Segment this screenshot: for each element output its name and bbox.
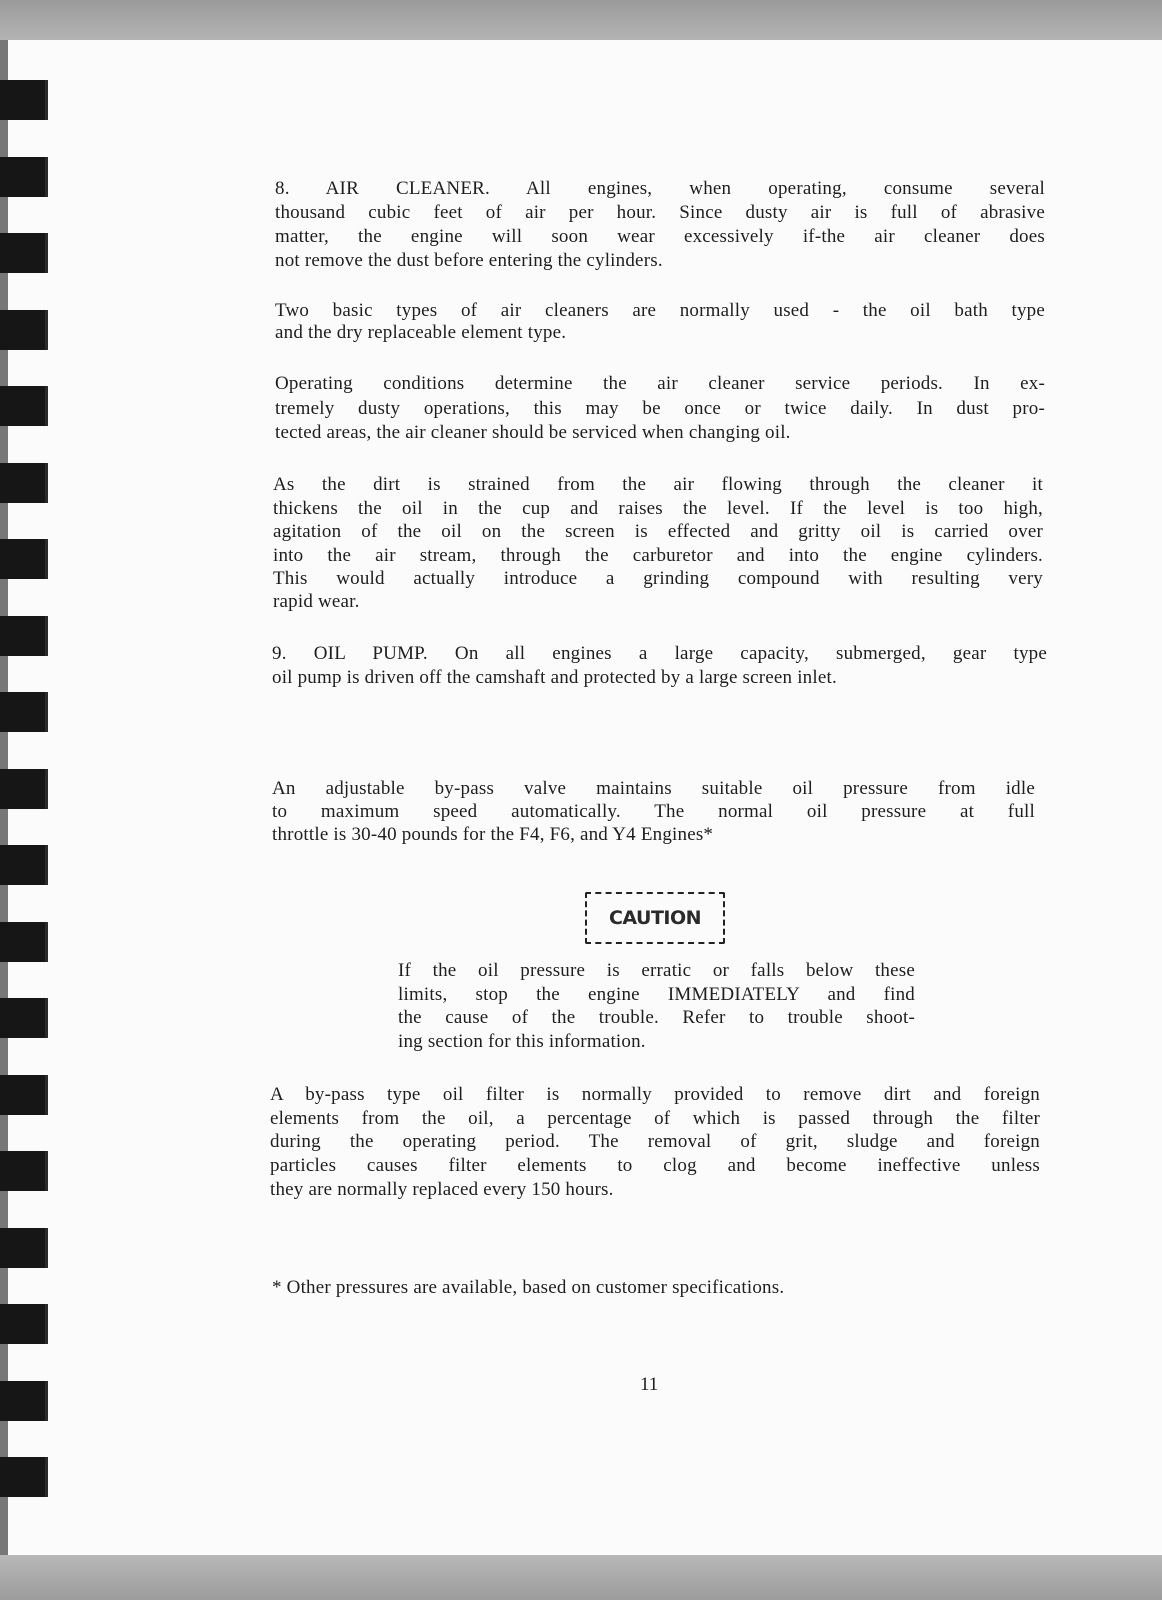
text-line: matter, the engine will soon wear excessively if-the air cleaner does: [275, 226, 1045, 247]
text-line: and the dry replaceable element type.: [275, 322, 567, 343]
text-line: tected areas, the air cleaner should be serviced when changing oil.: [275, 422, 791, 443]
binding-ring: [0, 616, 48, 656]
text-line: 9. OIL PUMP. On all engines a large capacity, submerged, gear type: [272, 643, 1047, 664]
binding-ring: [0, 1304, 48, 1344]
text-line: the cause of the trouble. Refer to trouble shoot-: [398, 1007, 915, 1028]
text-line: particles causes filter elements to clog and become ineffective unless: [270, 1155, 1040, 1176]
text-line: rapid wear.: [273, 591, 360, 612]
text-line: Operating conditions determine the air cleaner service periods. In ex-: [275, 373, 1045, 394]
text-line: As the dirt is strained from the air flowing through the cleaner it: [273, 474, 1043, 495]
binding-ring: [0, 463, 48, 503]
page-number: 11: [640, 1374, 659, 1395]
text-line: agitation of the oil on the screen is effected and gritty oil is carried over: [273, 521, 1043, 542]
binding-ring: [0, 998, 48, 1038]
binding-ring: [0, 1151, 48, 1191]
binding-ring: [0, 233, 48, 273]
binding-ring: [0, 539, 48, 579]
binding-ring: [0, 80, 48, 120]
binding-ring: [0, 1075, 48, 1115]
text-line: Two basic types of air cleaners are normally used - the oil bath type: [275, 300, 1045, 321]
text-line: tremely dusty operations, this may be once or twice daily. In dust pro-: [275, 398, 1045, 419]
scan-top-border: [0, 0, 1162, 40]
text-line: oil pump is driven off the camshaft and protected by a large screen inlet.: [272, 667, 837, 688]
binding-ring: [0, 386, 48, 426]
text-line: thousand cubic feet of air per hour. Since dusty air is full of abrasive: [275, 202, 1045, 223]
binding-ring: [0, 1381, 48, 1421]
caution-label: CAUTION: [585, 892, 725, 944]
binding-ring: [0, 310, 48, 350]
text-line: If the oil pressure is erratic or falls below these: [398, 960, 915, 981]
text-line: An adjustable by-pass valve maintains suitable oil pressure from idle: [272, 778, 1035, 799]
binding-ring: [0, 1457, 48, 1497]
text-line: 8. AIR CLEANER. All engines, when operating, consume several: [275, 178, 1045, 199]
text-line: not remove the dust before entering the cylinders.: [275, 250, 663, 271]
text-line: ing section for this information.: [398, 1031, 646, 1052]
binding-ring: [0, 769, 48, 809]
text-line: throttle is 30-40 pounds for the F4, F6, and Y4 Engines*: [272, 824, 714, 845]
binding-ring: [0, 845, 48, 885]
text-line: they are normally replaced every 150 hours.: [270, 1179, 614, 1200]
text-line: during the operating period. The removal of grit, sludge and foreign: [270, 1131, 1040, 1152]
text-line: This would actually introduce a grinding compound with resulting very: [273, 568, 1043, 589]
text-line: * Other pressures are available, based on customer specifications.: [272, 1277, 785, 1298]
scan-bottom-border: [0, 1555, 1162, 1600]
binding-ring: [0, 692, 48, 732]
text-line: elements from the oil, a percentage of which is passed through the filter: [270, 1108, 1040, 1129]
text-line: thickens the oil in the cup and raises the level. If the level is too high,: [273, 498, 1043, 519]
text-line: into the air stream, through the carburetor and into the engine cylinders.: [273, 545, 1043, 566]
binding-ring: [0, 1228, 48, 1268]
binding-ring: [0, 922, 48, 962]
binding-ring: [0, 157, 48, 197]
text-line: A by-pass type oil filter is normally provided to remove dirt and foreign: [270, 1084, 1040, 1105]
text-line: limits, stop the engine IMMEDIATELY and find: [398, 984, 915, 1005]
text-line: to maximum speed automatically. The normal oil pressure at full: [272, 801, 1035, 822]
